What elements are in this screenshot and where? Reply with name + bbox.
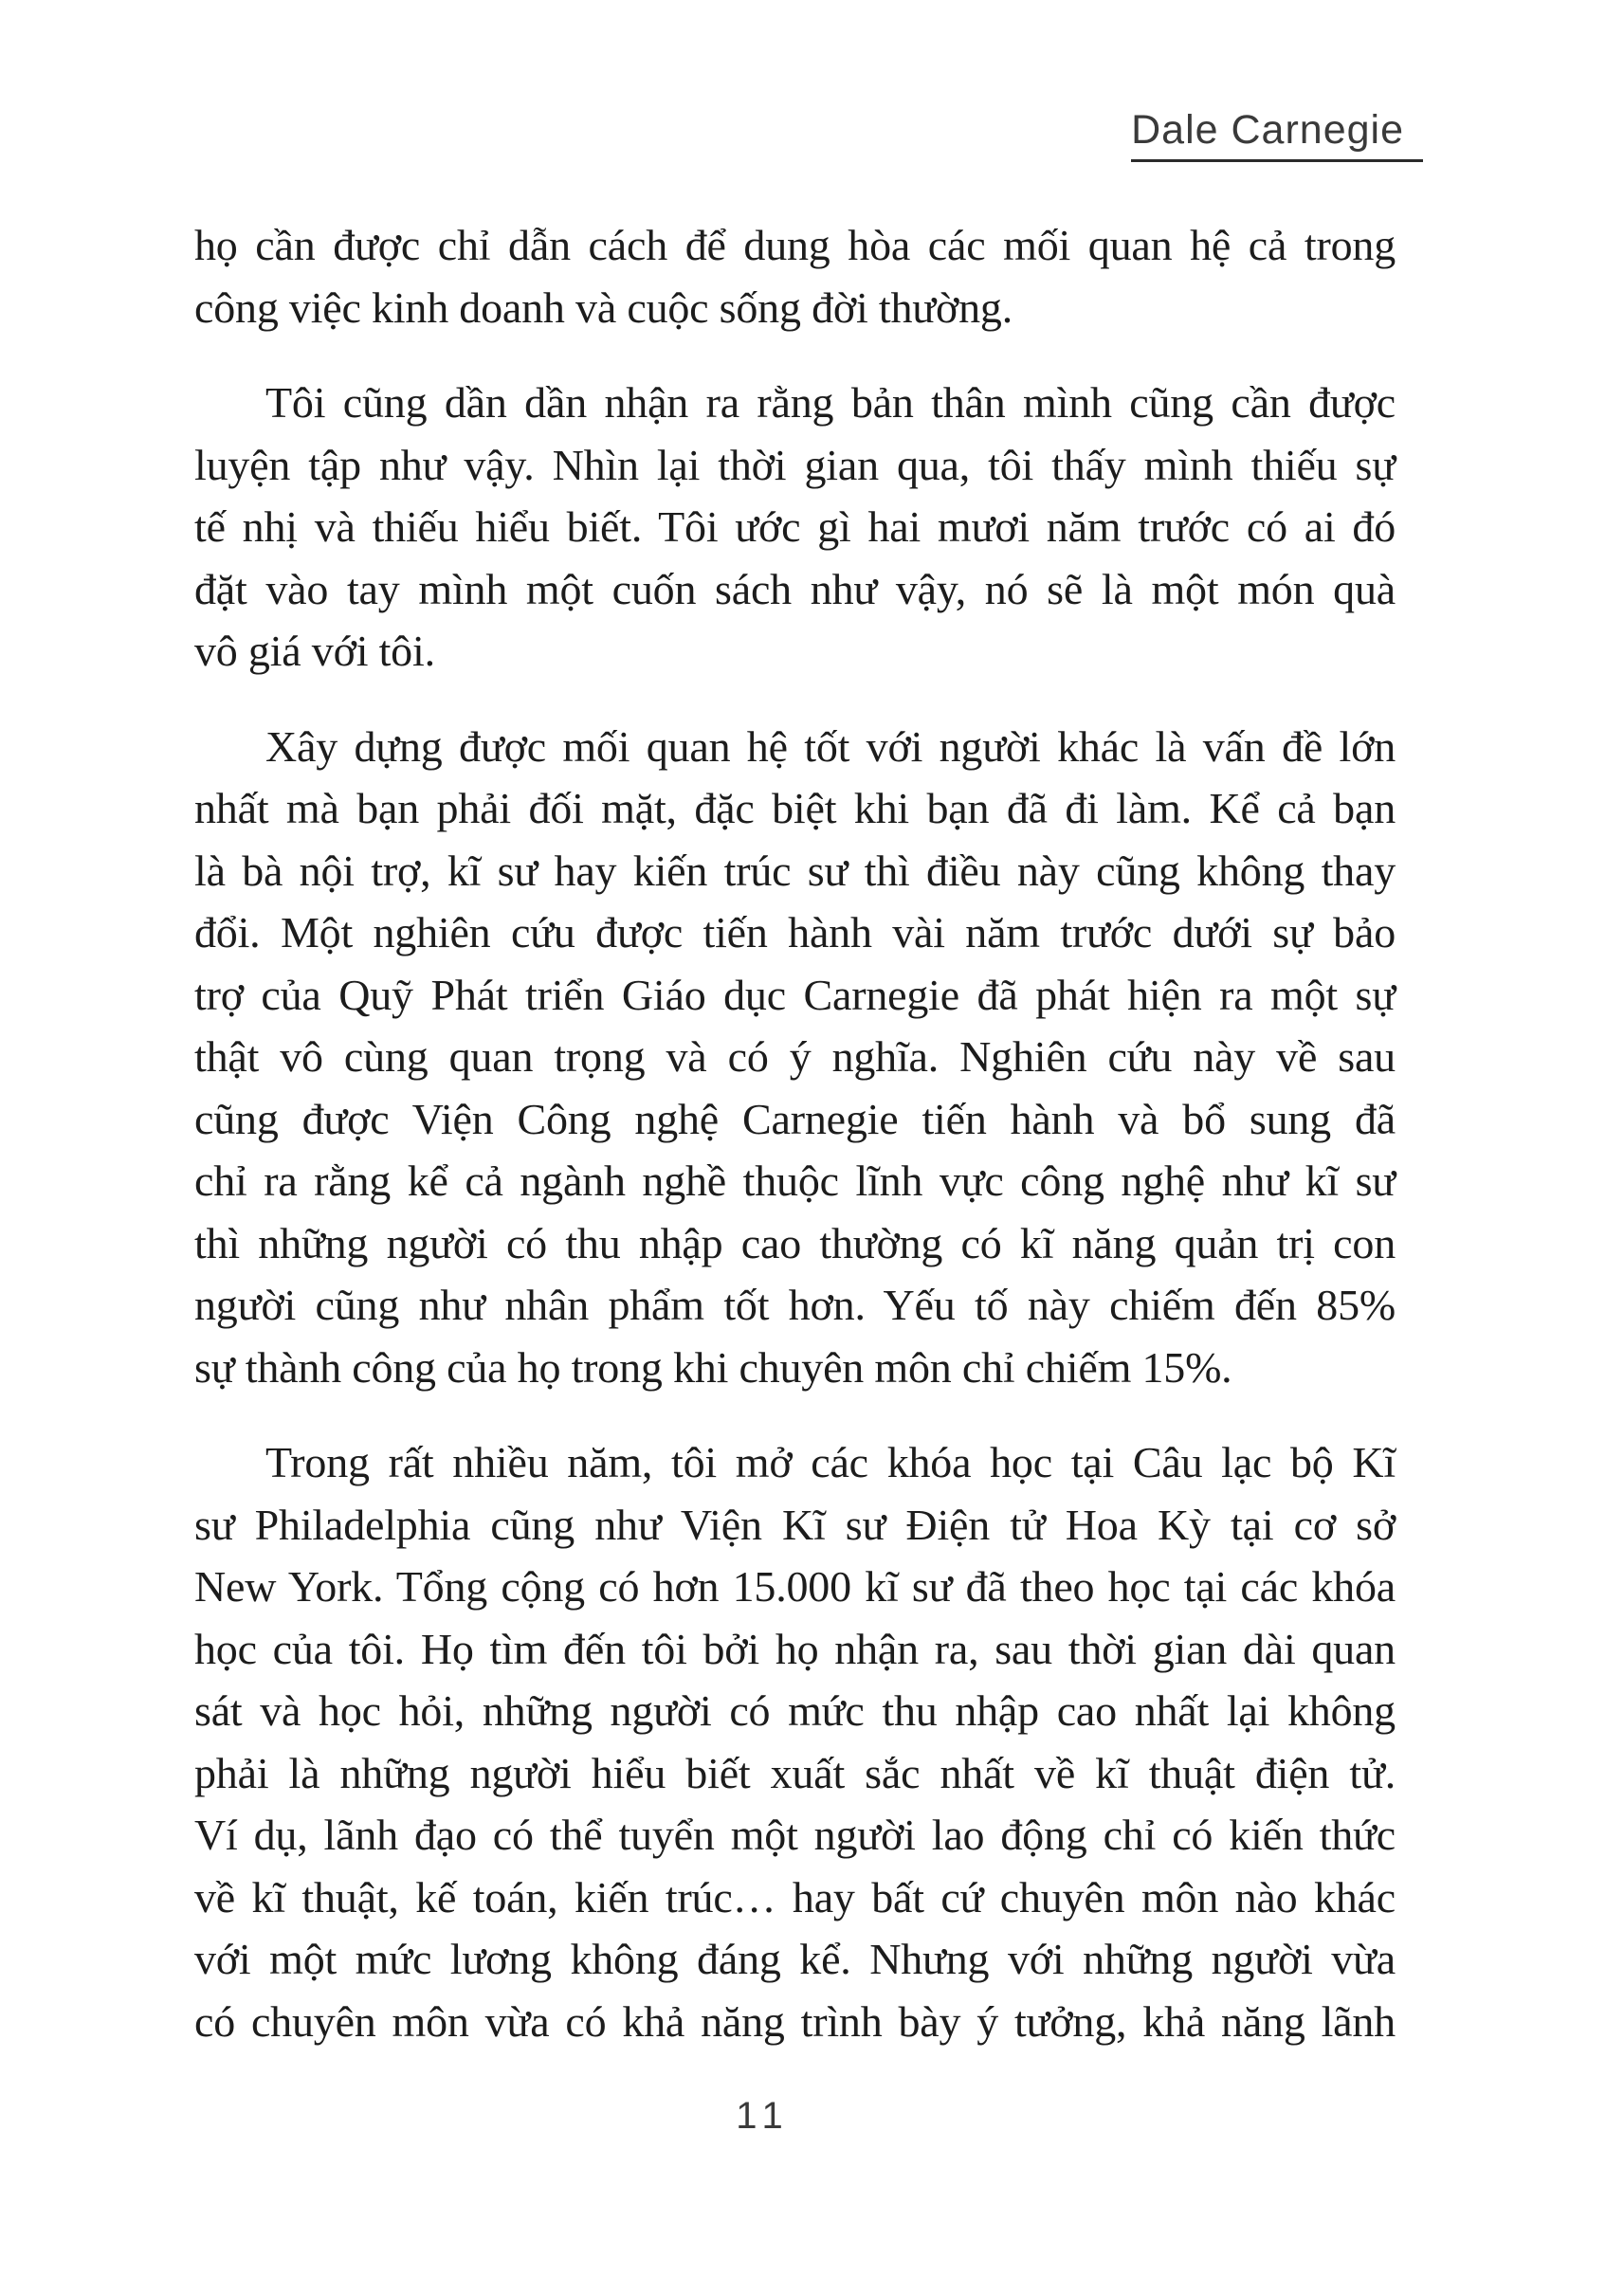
text-line: họ cần được chỉ dẫn cách để dung hòa các mối quan hệ cả trong	[194, 221, 1396, 269]
running-head-author: Dale Carnegie	[1131, 107, 1404, 153]
paragraph	[194, 372, 1396, 683]
text-line: cũng được Viện Công nghệ Carnegie tiến hành và bổ sung đã	[194, 1094, 1396, 1143]
text-line: Tôi cũng dần dần nhận ra rằng bản thân mình cũng cần được	[265, 378, 1396, 427]
text-line: phải là những người hiểu biết xuất sắc nhất về kĩ thuật điện tử.	[194, 1748, 1396, 1797]
text-line: đổi. Một nghiên cứu được tiến hành vài năm trước dưới sự bảo	[194, 908, 1396, 956]
body-text	[194, 214, 1396, 2052]
paragraph	[194, 716, 1396, 1399]
text-line: có chuyên môn vừa có khả năng trình bày ý tưởng, khả năng lãnh	[194, 1996, 1396, 2046]
text-line: người cũng như nhân phẩm tốt hơn. Yếu tố này chiếm đến 85%	[194, 1281, 1396, 1329]
text-line: về kĩ thuật, kế toán, kiến trúc… hay bất cứ chuyên môn nào khác	[194, 1872, 1396, 1922]
page-number: 11	[736, 2095, 791, 2137]
text-line: học của tôi. Họ tìm đến tôi bởi họ nhận ra, sau thời gian dài quan	[194, 1624, 1396, 1673]
text-line: thật vô cùng quan trọng và có ý nghĩa. Nghiên cứu này về sau	[194, 1032, 1396, 1081]
text-line: với một mức lương không đáng kể. Nhưng với những người vừa	[194, 1935, 1396, 1983]
text-line: Trong rất nhiều năm, tôi mở các khóa học tại Câu lạc bộ Kĩ	[265, 1438, 1396, 1486]
paragraph	[194, 1431, 1396, 2052]
text-line: sư Philadelphia cũng như Viện Kĩ sư Điện tử Hoa Kỳ tại cơ sở	[194, 1500, 1396, 1549]
header-rule	[1131, 159, 1423, 162]
text-line: công việc kinh doanh và cuộc sống đời thường.	[194, 282, 1013, 332]
text-line: tế nhị và thiếu hiểu biết. Tôi ước gì hai mươi năm trước có ai đó	[194, 502, 1396, 551]
text-line: là bà nội trợ, kĩ sư hay kiến trúc sư thì điều này cũng không thay	[194, 846, 1396, 895]
text-line: trợ của Quỹ Phát triển Giáo dục Carnegie đã phát hiện ra một sự	[194, 970, 1396, 1019]
text-line: sự thành công của họ trong khi chuyên môn chỉ chiếm 15%.	[194, 1342, 1232, 1392]
text-line: vô giá với tôi.	[194, 627, 435, 675]
text-line: sát và học hỏi, những người có mức thu nhập cao nhất lại không	[194, 1686, 1396, 1735]
text-line: đặt vào tay mình một cuốn sách như vậy, nó sẽ là một món quà	[194, 564, 1396, 613]
paragraph	[194, 214, 1396, 338]
text-line: New York. Tổng cộng có hơn 15.000 kĩ sư đã theo học tại các khóa	[194, 1562, 1396, 1611]
text-line: Ví dụ, lãnh đạo có thể tuyển một người lao động chỉ có kiến thức	[194, 1811, 1396, 1859]
text-line: Xây dựng được mối quan hệ tốt với người khác là vấn đề lớn	[265, 721, 1396, 771]
text-line: thì những người có thu nhập cao thường có kĩ năng quản trị con	[194, 1218, 1396, 1267]
text-line: nhất mà bạn phải đối mặt, đặc biệt khi bạn đã đi làm. Kể cả bạn	[194, 784, 1396, 832]
text-line: chỉ ra rằng kể cả ngành nghề thuộc lĩnh vực công nghệ như kĩ sư	[194, 1157, 1396, 1205]
text-line: luyện tập như vậy. Nhìn lại thời gian qua, tôi thấy mình thiếu sự	[194, 440, 1396, 489]
